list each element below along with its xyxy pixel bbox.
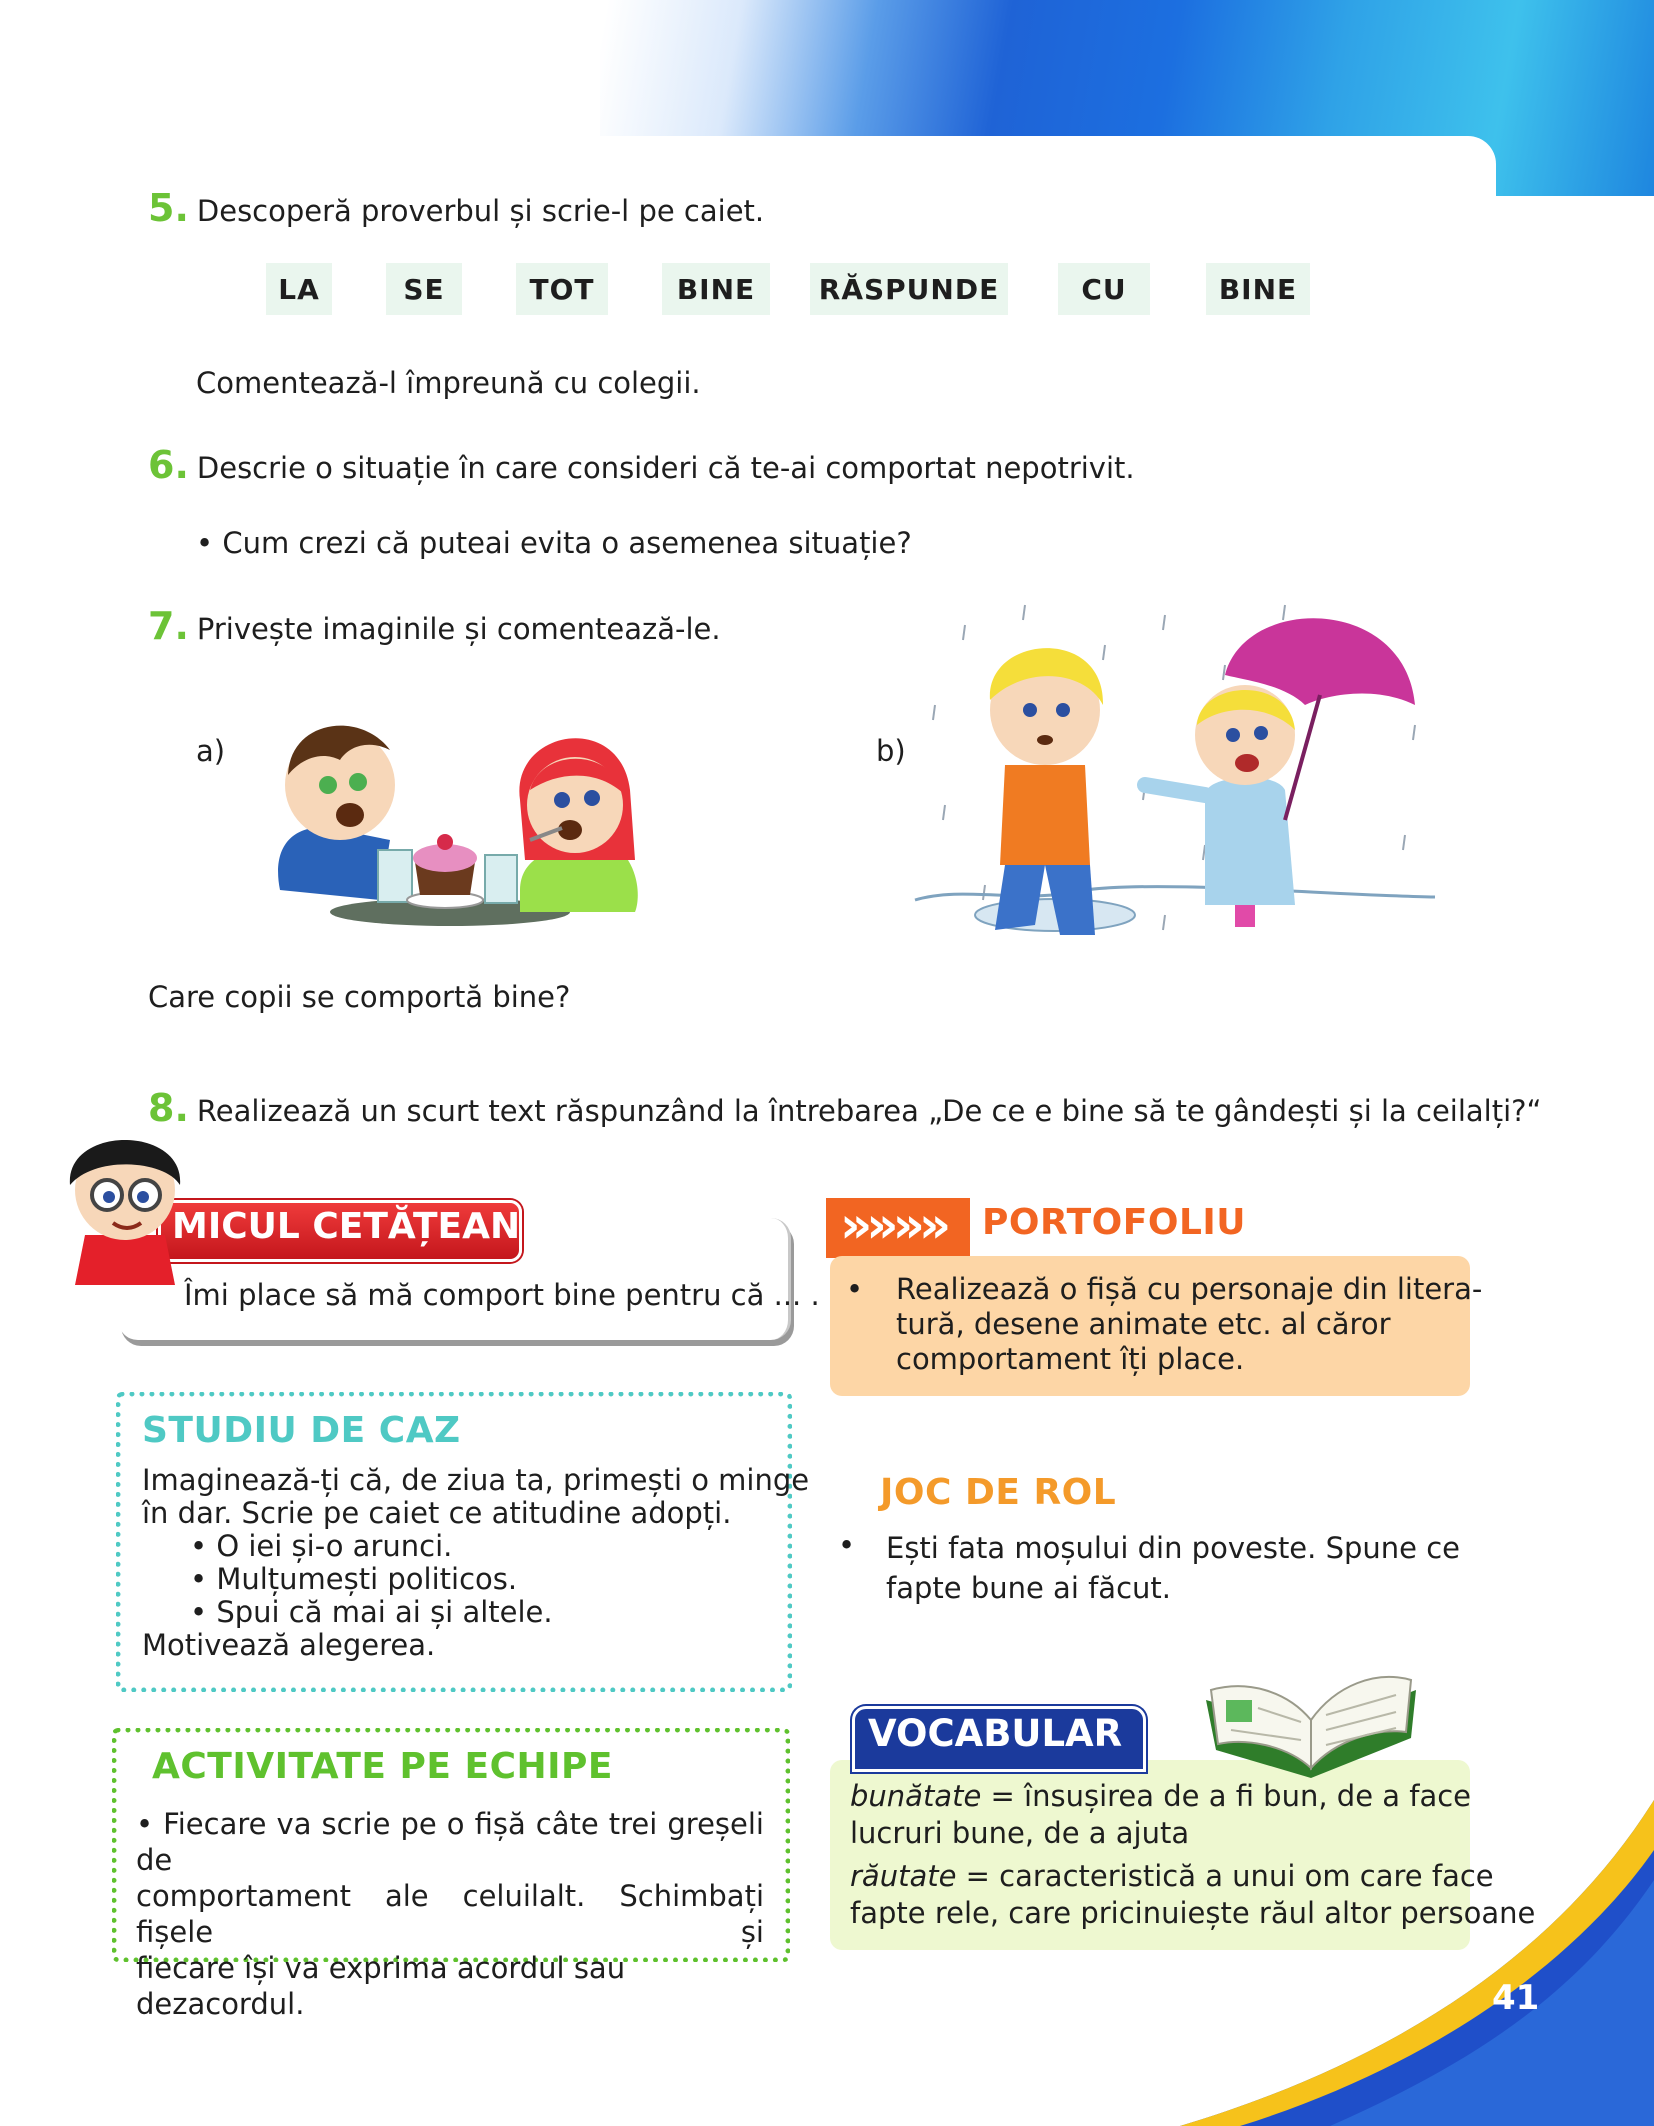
- vocabular-title: VOCABULAR: [868, 1712, 1123, 1755]
- activitate-pe-echipe-text: • Fiecare va scrie pe o fișă câte trei greșeli de comportament ale celuilalt. Schimbați fișele și fiecare își va exprima acordul sau dezacordul.: [136, 1807, 764, 2021]
- image-label-b: b): [876, 734, 906, 768]
- word-tile: RĂSPUNDE: [810, 263, 1008, 315]
- exercise-6-bullet: • Cum crezi că puteai evita o asemenea situație?: [196, 526, 912, 560]
- word-tile: TOT: [516, 263, 608, 315]
- portofoliu-text: Realizează o fișă cu personaje din litera- tură, desene animate etc. al căror comportament îți place.: [896, 1272, 1483, 1376]
- word-tile: BINE: [1206, 263, 1310, 315]
- joc-de-rol-text: Ești fata moșului din poveste. Spune ce fapte bune ai făcut.: [886, 1531, 1461, 1605]
- portofoliu-bullet: •: [846, 1272, 864, 1306]
- word-tile: CU: [1058, 263, 1150, 315]
- exercise-8: [148, 1086, 1542, 1130]
- definition-rautate: răutate = caracteristică a unui om care face: [850, 1859, 1494, 1893]
- studiu-de-caz-title: STUDIU DE CAZ: [142, 1410, 461, 1451]
- exercise-7-question: Care copii se comportă bine?: [148, 980, 571, 1014]
- page-number: 41: [1492, 1978, 1540, 2018]
- exercise-number: 5.: [148, 186, 189, 230]
- micul-cetatean-text: Îmi place să mă comport bine pentru că ... .: [184, 1278, 820, 1312]
- rain-umbrella-illustration: [905, 585, 1445, 985]
- exercise-number: 7.: [148, 604, 189, 648]
- activitate-pe-echipe-title: ACTIVITATE PE ECHIPE: [152, 1746, 614, 1787]
- image-label-a: a): [196, 734, 226, 768]
- word-tile: SE: [386, 263, 462, 315]
- exercise-text: Descoperă proverbul și scrie-l pe caiet.: [196, 194, 765, 228]
- word-tile: BINE: [662, 263, 770, 315]
- exercise-text: Privește imaginile și comentează-le.: [196, 612, 721, 646]
- definition-bunatate: bunătate = însușirea de a fi bun, de a face: [850, 1779, 1472, 1813]
- children-eating-cake-illustration: [240, 690, 680, 940]
- exercise-number: 8.: [148, 1086, 189, 1130]
- micul-cetatean-title: MICUL CETĂȚEAN: [172, 1206, 521, 1247]
- exercise-7: [148, 604, 721, 648]
- word-tile: LA: [266, 263, 332, 315]
- open-book-icon: [1196, 1660, 1426, 1780]
- exercise-number: 6.: [148, 443, 189, 487]
- joc-de-rol-title: JOC DE ROL: [880, 1472, 1117, 1513]
- exercise-6: [148, 443, 1135, 487]
- exercise-text: Realizează un scurt text răspunzând la întrebarea „De ce e bine să te gândești și la ceilalți?“: [196, 1094, 1542, 1128]
- exercise-text: Descrie o situație în care consideri că te-ai comportat nepotrivit.: [196, 451, 1135, 485]
- chevron-arrows-icon: »»»»: [840, 1196, 946, 1254]
- boy-mascot-illustration: [55, 1125, 195, 1285]
- exercise-5: [148, 186, 764, 230]
- exercise-5-comment: Comentează-l împreună cu colegii.: [196, 366, 701, 400]
- studiu-de-caz-text: Imaginează-ți că, de ziua ta, primești o minge în dar. Scrie pe caiet ce atitudine adopți. • O iei și-o arunci. • Mulțumești politicos. • Spui că mai ai și altele. Motivează alegerea.: [142, 1463, 810, 1662]
- portofoliu-title: PORTOFOLIU: [982, 1202, 1247, 1243]
- vocabular-definitions: bunătate = însușirea de a fi bun, de a face lucruri bune, de a ajuta răutate = caracteristică a unui om care face fapte rele, care pricinuiește răul altor persoane: [850, 1779, 1536, 1930]
- joc-de-rol-bullet: •: [838, 1528, 856, 1562]
